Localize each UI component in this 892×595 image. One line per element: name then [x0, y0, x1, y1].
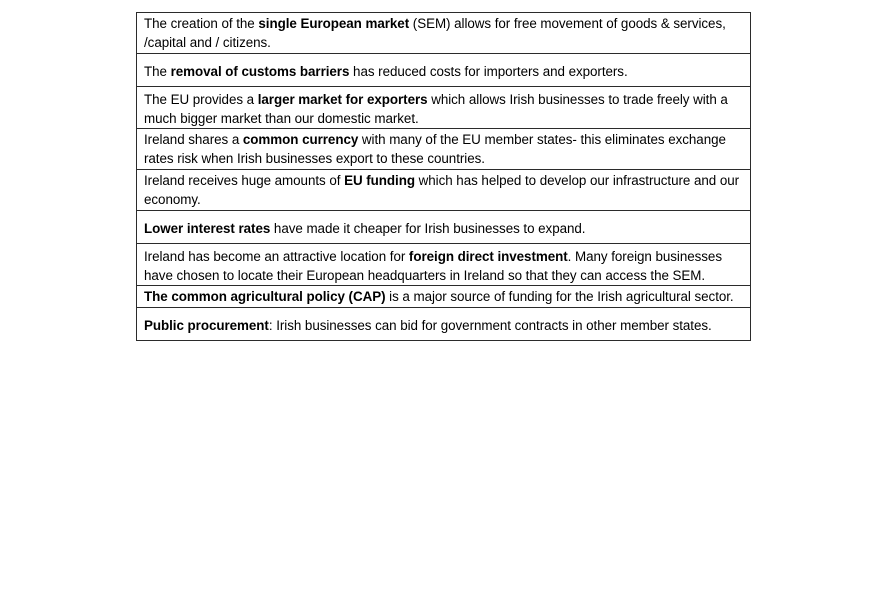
eu-benefits-table	[136, 12, 751, 341]
table-cell	[137, 87, 751, 129]
cell-text: (SEM) allows for free movement of goods & services, /capital and / citizens.	[144, 16, 726, 50]
table-cell	[137, 308, 751, 341]
cell-text: which has helped to develop our infrastructure and our economy.	[144, 173, 740, 207]
table-cell	[137, 170, 751, 211]
cell-text: Ireland has become an attractive location for	[144, 249, 409, 264]
cell-text: . Many foreign businesses have chosen to locate their European headquarters in Ireland so that they can access the SEM.	[144, 249, 722, 283]
table-row	[137, 129, 751, 170]
cell-text: have made it cheaper for Irish businesses to expand.	[270, 221, 586, 236]
table-row	[137, 244, 751, 286]
cell-text-bold: foreign direct investment	[408, 249, 568, 264]
cell-text: has reduced costs for importers and exporters.	[349, 64, 628, 79]
cell-text: Ireland receives huge amounts of	[144, 173, 345, 188]
table-cell	[137, 286, 751, 308]
cell-text: which allows Irish businesses to trade freely with a much bigger market than our domestic market.	[144, 92, 728, 126]
table-row	[137, 54, 751, 87]
cell-text: : Irish businesses can bid for government contracts in other member states.	[268, 318, 712, 333]
cell-text: with many of the EU member states- this eliminates exchange rates risk when Irish businesses export to these countries.	[144, 132, 726, 166]
table-cell	[137, 211, 751, 244]
cell-text-bold: The common agricultural policy (CAP)	[144, 289, 386, 304]
table-row	[137, 13, 751, 54]
cell-text-bold: removal of customs barriers	[170, 64, 350, 79]
table-cell	[137, 244, 751, 286]
cell-text: The creation of the	[144, 16, 259, 31]
cell-text-bold: common currency	[242, 132, 359, 147]
cell-text: The	[144, 64, 171, 79]
cell-text: The EU provides a	[144, 92, 258, 107]
table-row	[137, 308, 751, 341]
table-row	[137, 87, 751, 129]
table-row	[137, 286, 751, 308]
table-cell	[137, 13, 751, 54]
cell-text-bold: Lower interest rates	[144, 221, 271, 236]
cell-text: Ireland shares a	[144, 132, 243, 147]
table-row	[137, 211, 751, 244]
cell-text: is a major source of funding for the Irish agricultural sector.	[385, 289, 734, 304]
cell-text-bold: larger market for exporters	[257, 92, 428, 107]
cell-text-bold: Public procurement	[144, 318, 269, 333]
table-row	[137, 170, 751, 211]
table-cell	[137, 129, 751, 170]
cell-text-bold: single European market	[258, 16, 410, 31]
cell-text-bold: EU funding	[344, 173, 415, 188]
table-cell	[137, 54, 751, 87]
